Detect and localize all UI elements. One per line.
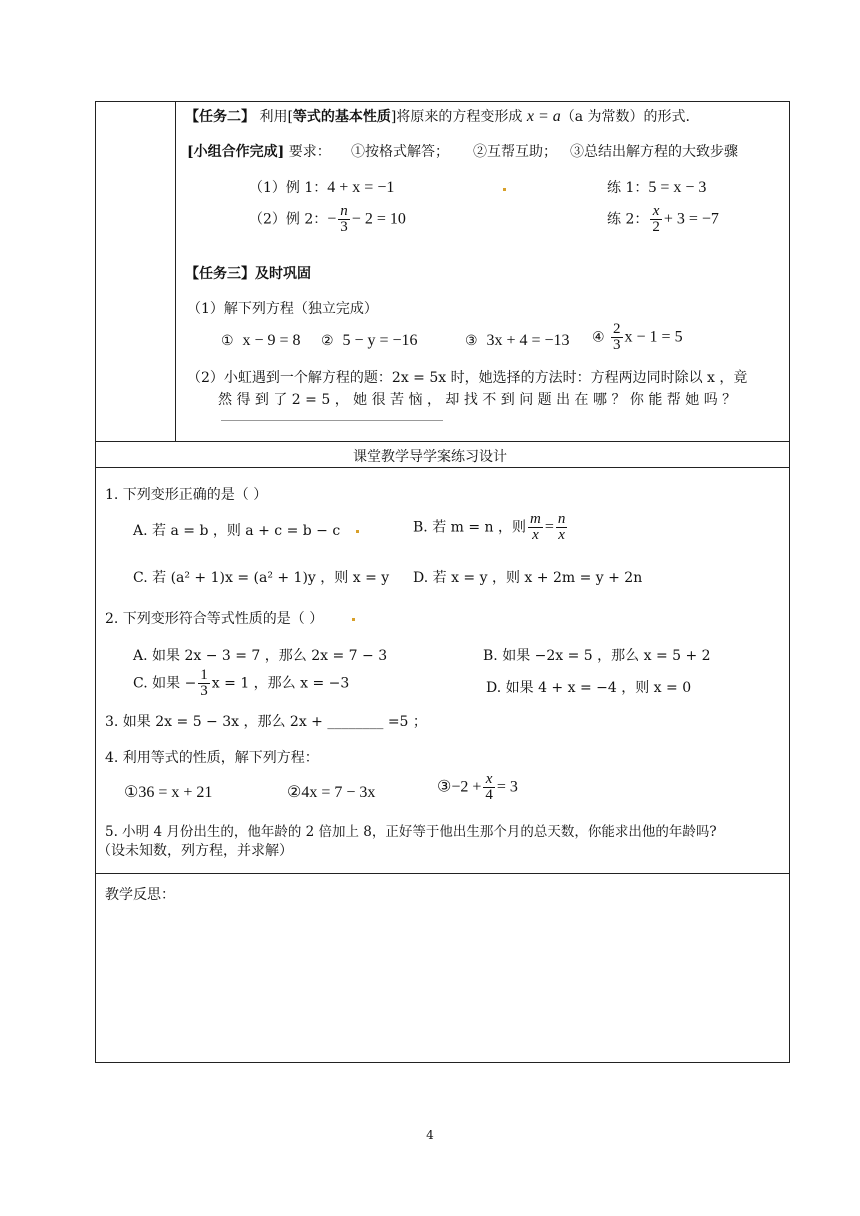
q1-a-equation: x − 9 = 8 [242, 332, 301, 349]
table-left-border [95, 101, 96, 1063]
page-number: 4 [426, 1128, 434, 1142]
practice-2-numerator: x [650, 204, 662, 220]
p1-option-b-frac-left [528, 512, 543, 543]
decorative-dot [352, 618, 355, 621]
p2-option-d: D. 如果 4 + x = −4 ，则 x = 0 [486, 680, 692, 696]
p1-stem: 1. 下列变形正确的是（ ） [105, 487, 268, 503]
q1-d-mark: ④ [592, 329, 605, 346]
p4-equation-3-denominator: 4 [485, 787, 493, 803]
p1-option-b-equals: = [544, 518, 554, 536]
practice-1-equation: 5 = x − 3 [648, 179, 707, 196]
practice-2-fraction [650, 204, 662, 235]
q1-d-numerator: 2 [613, 321, 621, 337]
task2-property: 等式的基本性质 [292, 109, 391, 125]
task2-text1: 利用[ [255, 109, 293, 125]
group-req-2: ②互帮互助； [473, 144, 557, 160]
practice-1-label: 练 1： [607, 180, 649, 196]
example-2 [249, 204, 406, 235]
group-req-3: ③总结出解方程的大致步骤 [570, 144, 738, 160]
q1-c-equation: 3x + 4 = −13 [486, 332, 570, 349]
q1-title: （1）解下列方程（独立完成） [187, 301, 378, 317]
p1-option-b-den-left: x [532, 527, 539, 543]
group-req: 要求： [284, 144, 331, 160]
practice-2-label: 练 2： [607, 211, 649, 228]
p2-option-a: A. 如果 2x − 3 = 7 ，那么 2x = 7 − 3 [133, 648, 388, 664]
row-divider-1 [95, 441, 790, 442]
p4-equation-3-fraction [483, 772, 495, 803]
example-1-equation: 4 + x = −1 [327, 179, 395, 196]
example-2-label: （2）例 2： [249, 211, 328, 228]
q1-b [321, 332, 418, 350]
task2-text2: ]将原来的方程变形成 [390, 109, 527, 125]
example-2-numerator: n [340, 203, 348, 219]
p4-equation-1: ①36 = x + 21 [124, 784, 213, 801]
inner-column-divider [175, 101, 176, 441]
task2-label: 【任务二】 [185, 109, 255, 125]
task3-heading [185, 263, 311, 283]
p2-option-c-fraction [198, 668, 210, 699]
practice-1 [607, 177, 706, 197]
p1-option-a: A. 若 a = b ，则 a + c = b − c [133, 523, 341, 539]
q1-a [221, 332, 301, 350]
q1-d-rest: x − 1 = 5 [624, 328, 683, 346]
p2-option-c-text: C. 如果 − [133, 675, 197, 692]
group-req-1: ①按格式解答； [351, 144, 449, 160]
p5-line1: 5. 小明 4 月份出生的，他年龄的 2 倍加上 8，正好等于他出生那个月的总天数，你能求出他的年龄吗? [105, 824, 717, 840]
q2-line1: （2）小虹遇到一个解方程的题：2x = 5x 时，她选择的方法时：方程两边同时除以 x ，竟 [187, 370, 748, 386]
q2-answer-line [221, 420, 443, 421]
p1-option-b-frac-right [556, 512, 568, 543]
p1-option-b-num-left: m [530, 511, 541, 527]
p2-option-c-numerator: 1 [200, 667, 208, 683]
q1-b-mark: ② [321, 333, 334, 349]
practice-2-rest: + 3 = −7 [663, 210, 719, 228]
task2-line [185, 106, 690, 126]
section-title: 课堂教学导学案练习设计 [353, 449, 507, 465]
p1-option-b-num-right: n [557, 511, 566, 527]
p4-equation-3-post: = 3 [496, 778, 518, 796]
task2-form: x = a [526, 108, 561, 125]
decorative-dot [503, 188, 506, 191]
group-requirements [187, 141, 331, 161]
task3-title: 及时巩固 [255, 266, 311, 282]
q1-c-mark: ③ [465, 333, 478, 349]
p4-equation-2: ②4x = 7 − 3x [287, 784, 376, 801]
q1-d [592, 322, 683, 353]
practice-2-denominator: 2 [652, 219, 660, 235]
task3-label: 【任务三】 [185, 266, 255, 282]
p2-option-c-denominator: 3 [200, 683, 208, 699]
q1-a-mark: ① [221, 333, 234, 349]
p5-line2: （设未知数，列方程，并求解） [97, 843, 293, 859]
example-2-denominator: 3 [340, 219, 348, 235]
p4-equation-3 [437, 772, 518, 803]
group-label: [小组合作完成] [187, 144, 285, 160]
task2-text3: （a 为常数）的形式. [560, 109, 690, 125]
example-2-rest: − 2 = 10 [351, 210, 406, 228]
q2-line2: 然 得 到 了 2 = 5 ， 她 很 苦 恼 ， 却 找 不 到 问 题 出 在 哪 ？ 你 能 帮 她 吗 ？ [218, 392, 737, 408]
row-divider-3 [95, 873, 790, 874]
q1-d-fraction [611, 322, 623, 353]
q1-d-denominator: 3 [613, 337, 621, 353]
p4-stem: 4. 利用等式的性质，解下列方程： [105, 750, 319, 766]
p4-equation-3-numerator: x [483, 772, 495, 788]
row-divider-2 [95, 467, 790, 468]
p3-text: 3. 如果 2x = 5 − 3x ，那么 2x + ________ =5 ； [105, 714, 427, 730]
q1-c [465, 332, 570, 350]
p2-option-b: B. 如果 −2x = 5 ，那么 x = 5 + 2 [483, 648, 711, 664]
table-bottom-border [95, 1062, 790, 1063]
p1-option-d: D. 若 x = y ，则 x + 2m = y + 2n [413, 570, 643, 586]
p2-option-c [133, 668, 349, 699]
p1-option-b-text: B. 若 m = n ，则 [413, 519, 527, 536]
p4-equation-3-pre: ③−2 + [437, 778, 482, 796]
table-top-border [95, 101, 790, 102]
example-1 [249, 177, 394, 197]
decorative-dot [356, 530, 359, 533]
p2-option-c-rest: x = 1 ，那么 x = −3 [211, 675, 350, 692]
reflection-label: 教学反思： [105, 887, 175, 903]
example-2-minus: − [327, 210, 337, 228]
table-right-border [789, 101, 790, 1063]
p2-stem: 2. 下列变形符合等式性质的是（ ） [105, 611, 324, 627]
q1-b-equation: 5 − y = −16 [342, 332, 418, 349]
practice-2 [607, 204, 719, 235]
p1-option-c: C. 若 (a² + 1)x = (a² + 1)y ，则 x = y [133, 570, 390, 586]
example-2-fraction [338, 204, 350, 235]
p1-option-b-den-right: x [558, 527, 565, 543]
p1-option-b [413, 512, 569, 543]
example-1-label: （1）例 1： [249, 180, 328, 196]
